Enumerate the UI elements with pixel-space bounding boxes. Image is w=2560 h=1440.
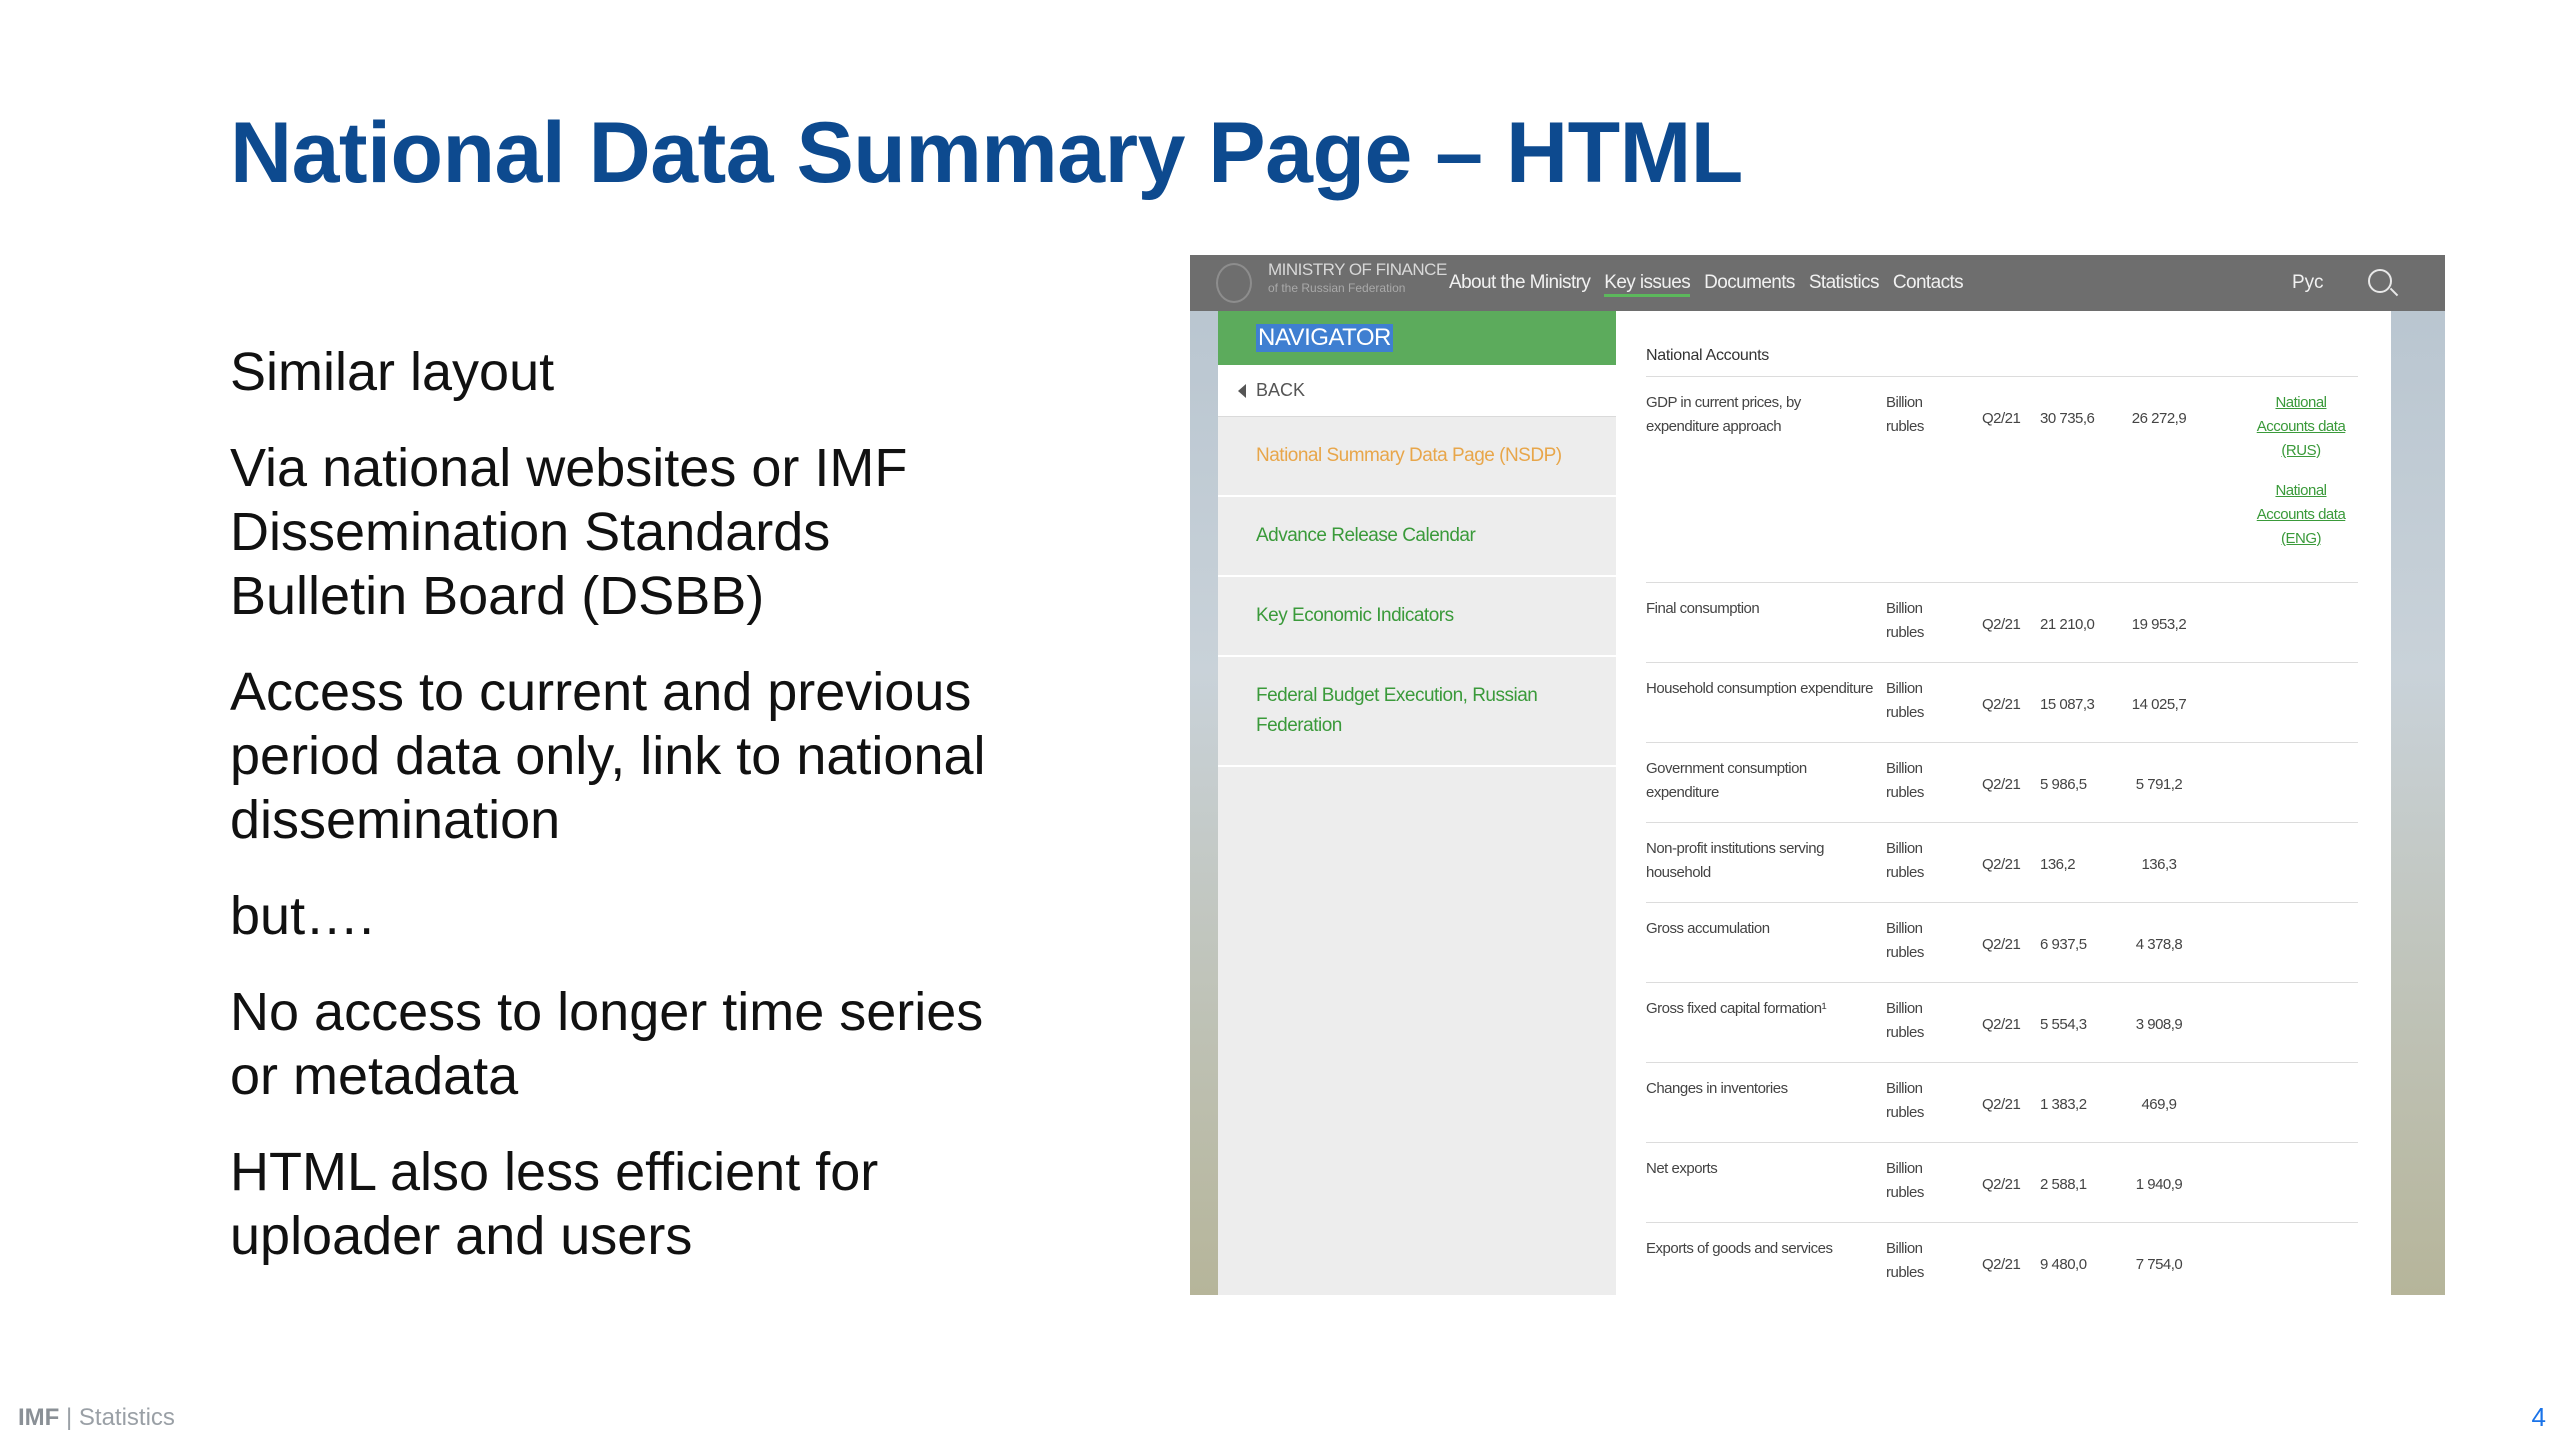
indicator-unit: Billion rubles (1886, 1160, 1924, 1201)
current-value: 9 480,0 (2040, 1256, 2087, 1273)
indicator-unit: Billion rubles (1886, 1080, 1924, 1121)
indicator-period: Q2/21 (1982, 776, 2021, 793)
indicator-unit: Billion rubles (1886, 840, 1924, 881)
footer-text: | Statistics (66, 1404, 175, 1431)
table-row (1646, 983, 2358, 1063)
current-value: 30 735,6 (2040, 410, 2095, 427)
embedded-screenshot (1190, 255, 2445, 1295)
table-row (1646, 1143, 2358, 1223)
search-icon[interactable] (2368, 269, 2392, 293)
current-value: 136,2 (2040, 856, 2076, 873)
indicator-name: Changes in inventories (1646, 1080, 1788, 1097)
sidebar-item-release-calendar[interactable]: Advance Release Calendar (1218, 497, 1616, 577)
national-accounts-rus-link[interactable]: National Accounts data (RUS) (2256, 394, 2346, 459)
nav-about[interactable]: About the Ministry (1449, 272, 1591, 293)
indicator-unit: Billion rubles (1886, 1240, 1924, 1281)
nav-statistics[interactable]: Statistics (1808, 272, 1879, 293)
nav-key-issues[interactable]: Key issues (1597, 255, 1697, 311)
indicator-period: Q2/21 (1982, 1016, 2021, 1033)
current-value: 5 986,5 (2040, 776, 2087, 793)
indicator-name: Gross fixed capital formation¹ (1646, 1000, 1827, 1017)
slide-title: National Data Summary Page – HTML (230, 105, 1743, 201)
indicator-unit: Billion rubles (1886, 600, 1924, 641)
current-value: 15 087,3 (2040, 696, 2095, 713)
table-row (1646, 583, 2358, 663)
indicator-period: Q2/21 (1982, 616, 2021, 633)
current-value: 6 937,5 (2040, 936, 2087, 953)
imf-logo: IMF (18, 1404, 60, 1431)
sidebar (1218, 311, 1616, 1295)
table-row (1646, 823, 2358, 903)
section-title: National Accounts (1646, 335, 2358, 377)
indicator-name: Government consumption expenditure (1646, 760, 1807, 801)
previous-value: 136,3 (2141, 856, 2177, 873)
indicator-name: Gross accumulation (1646, 920, 1770, 937)
site-header (1190, 255, 2445, 311)
nav-contacts[interactable]: Contacts (1892, 272, 1964, 293)
back-label: BACK (1256, 380, 1306, 400)
footer-logo (18, 1404, 175, 1432)
previous-value: 5 791,2 (2135, 776, 2183, 793)
current-value: 5 554,3 (2040, 1016, 2087, 1033)
sidebar-item-nsdp[interactable]: National Summary Data Page (NSDP) (1218, 417, 1616, 497)
indicator-period: Q2/21 (1982, 1256, 2021, 1273)
table-row (1646, 903, 2358, 983)
current-value: 1 383,2 (2040, 1096, 2087, 1113)
indicator-name: Final consumption (1646, 600, 1760, 617)
emblem-icon (1216, 263, 1252, 303)
indicator-unit: Billion rubles (1886, 920, 1924, 961)
bullet-item: but…. (230, 886, 375, 946)
sidebar-item-budget-execution[interactable]: Federal Budget Execution, Russian Federation (1218, 657, 1616, 767)
indicator-name: Exports of goods and services (1646, 1240, 1833, 1257)
indicator-period: Q2/21 (1982, 936, 2021, 953)
main-nav (1442, 255, 1970, 311)
bullet-item: Access to current and previous period data only, link to national dissemination (230, 662, 986, 850)
data-links (2246, 391, 2356, 567)
bullet-item: No access to longer time series or metadata (230, 982, 984, 1106)
previous-value: 1 940,9 (2135, 1176, 2183, 1193)
indicator-unit: Billion rubles (1886, 760, 1924, 801)
table-row (1646, 1223, 2358, 1295)
indicator-period: Q2/21 (1982, 410, 2021, 427)
table-row (1646, 1063, 2358, 1143)
ministry-name: MINISTRY OF FINANCE (1268, 260, 1447, 279)
bullet-item: Similar layout (230, 342, 555, 402)
previous-value: 469,9 (2141, 1096, 2177, 1113)
table-row (1646, 663, 2358, 743)
previous-value: 3 908,9 (2135, 1016, 2183, 1033)
indicator-unit: Billion rubles (1886, 394, 1924, 435)
language-switch[interactable]: Рус (2292, 272, 2324, 293)
navigator-label: NAVIGATOR (1258, 324, 1391, 351)
previous-value: 19 953,2 (2131, 616, 2187, 633)
previous-value: 26 272,9 (2131, 410, 2187, 427)
indicator-period: Q2/21 (1982, 1176, 2021, 1193)
indicator-name: Non-profit institutions serving household (1646, 840, 1824, 881)
nav-documents[interactable]: Documents (1704, 272, 1795, 293)
indicator-name: Net exports (1646, 1160, 1718, 1177)
sidebar-item-key-indicators[interactable]: Key Economic Indicators (1218, 577, 1616, 657)
table-row (1646, 743, 2358, 823)
page-number: 4 (2531, 1402, 2546, 1432)
bullet-item: HTML also less efficient for uploader and users (230, 1142, 879, 1266)
indicator-period: Q2/21 (1982, 1096, 2021, 1113)
current-value: 21 210,0 (2040, 616, 2095, 633)
current-value: 2 588,1 (2040, 1176, 2087, 1193)
ministry-subtitle: of the Russian Federation (1268, 281, 1406, 295)
national-accounts-eng-link[interactable]: National Accounts data (ENG) (2256, 482, 2346, 547)
table-row (1646, 377, 2358, 583)
bullet-item: Via national websites or IMF Dissemination Standards Bulletin Board (DSBB) (230, 438, 908, 626)
indicator-period: Q2/21 (1982, 696, 2021, 713)
navigator-header (1218, 311, 1616, 365)
previous-value: 7 754,0 (2135, 1256, 2183, 1273)
back-button[interactable] (1218, 365, 1616, 417)
content-panel (1616, 311, 2391, 1295)
back-arrow-icon (1238, 384, 1246, 398)
data-table (1646, 335, 2358, 1295)
indicator-name: Household consumption expenditure (1646, 680, 1873, 697)
indicator-period: Q2/21 (1982, 856, 2021, 873)
indicator-unit: Billion rubles (1886, 1000, 1924, 1041)
indicator-unit: Billion rubles (1886, 680, 1924, 721)
bullet-list (230, 340, 990, 1300)
previous-value: 14 025,7 (2131, 696, 2187, 713)
previous-value: 4 378,8 (2135, 936, 2183, 953)
indicator-name: GDP in current prices, by expenditure approach (1646, 394, 1801, 435)
